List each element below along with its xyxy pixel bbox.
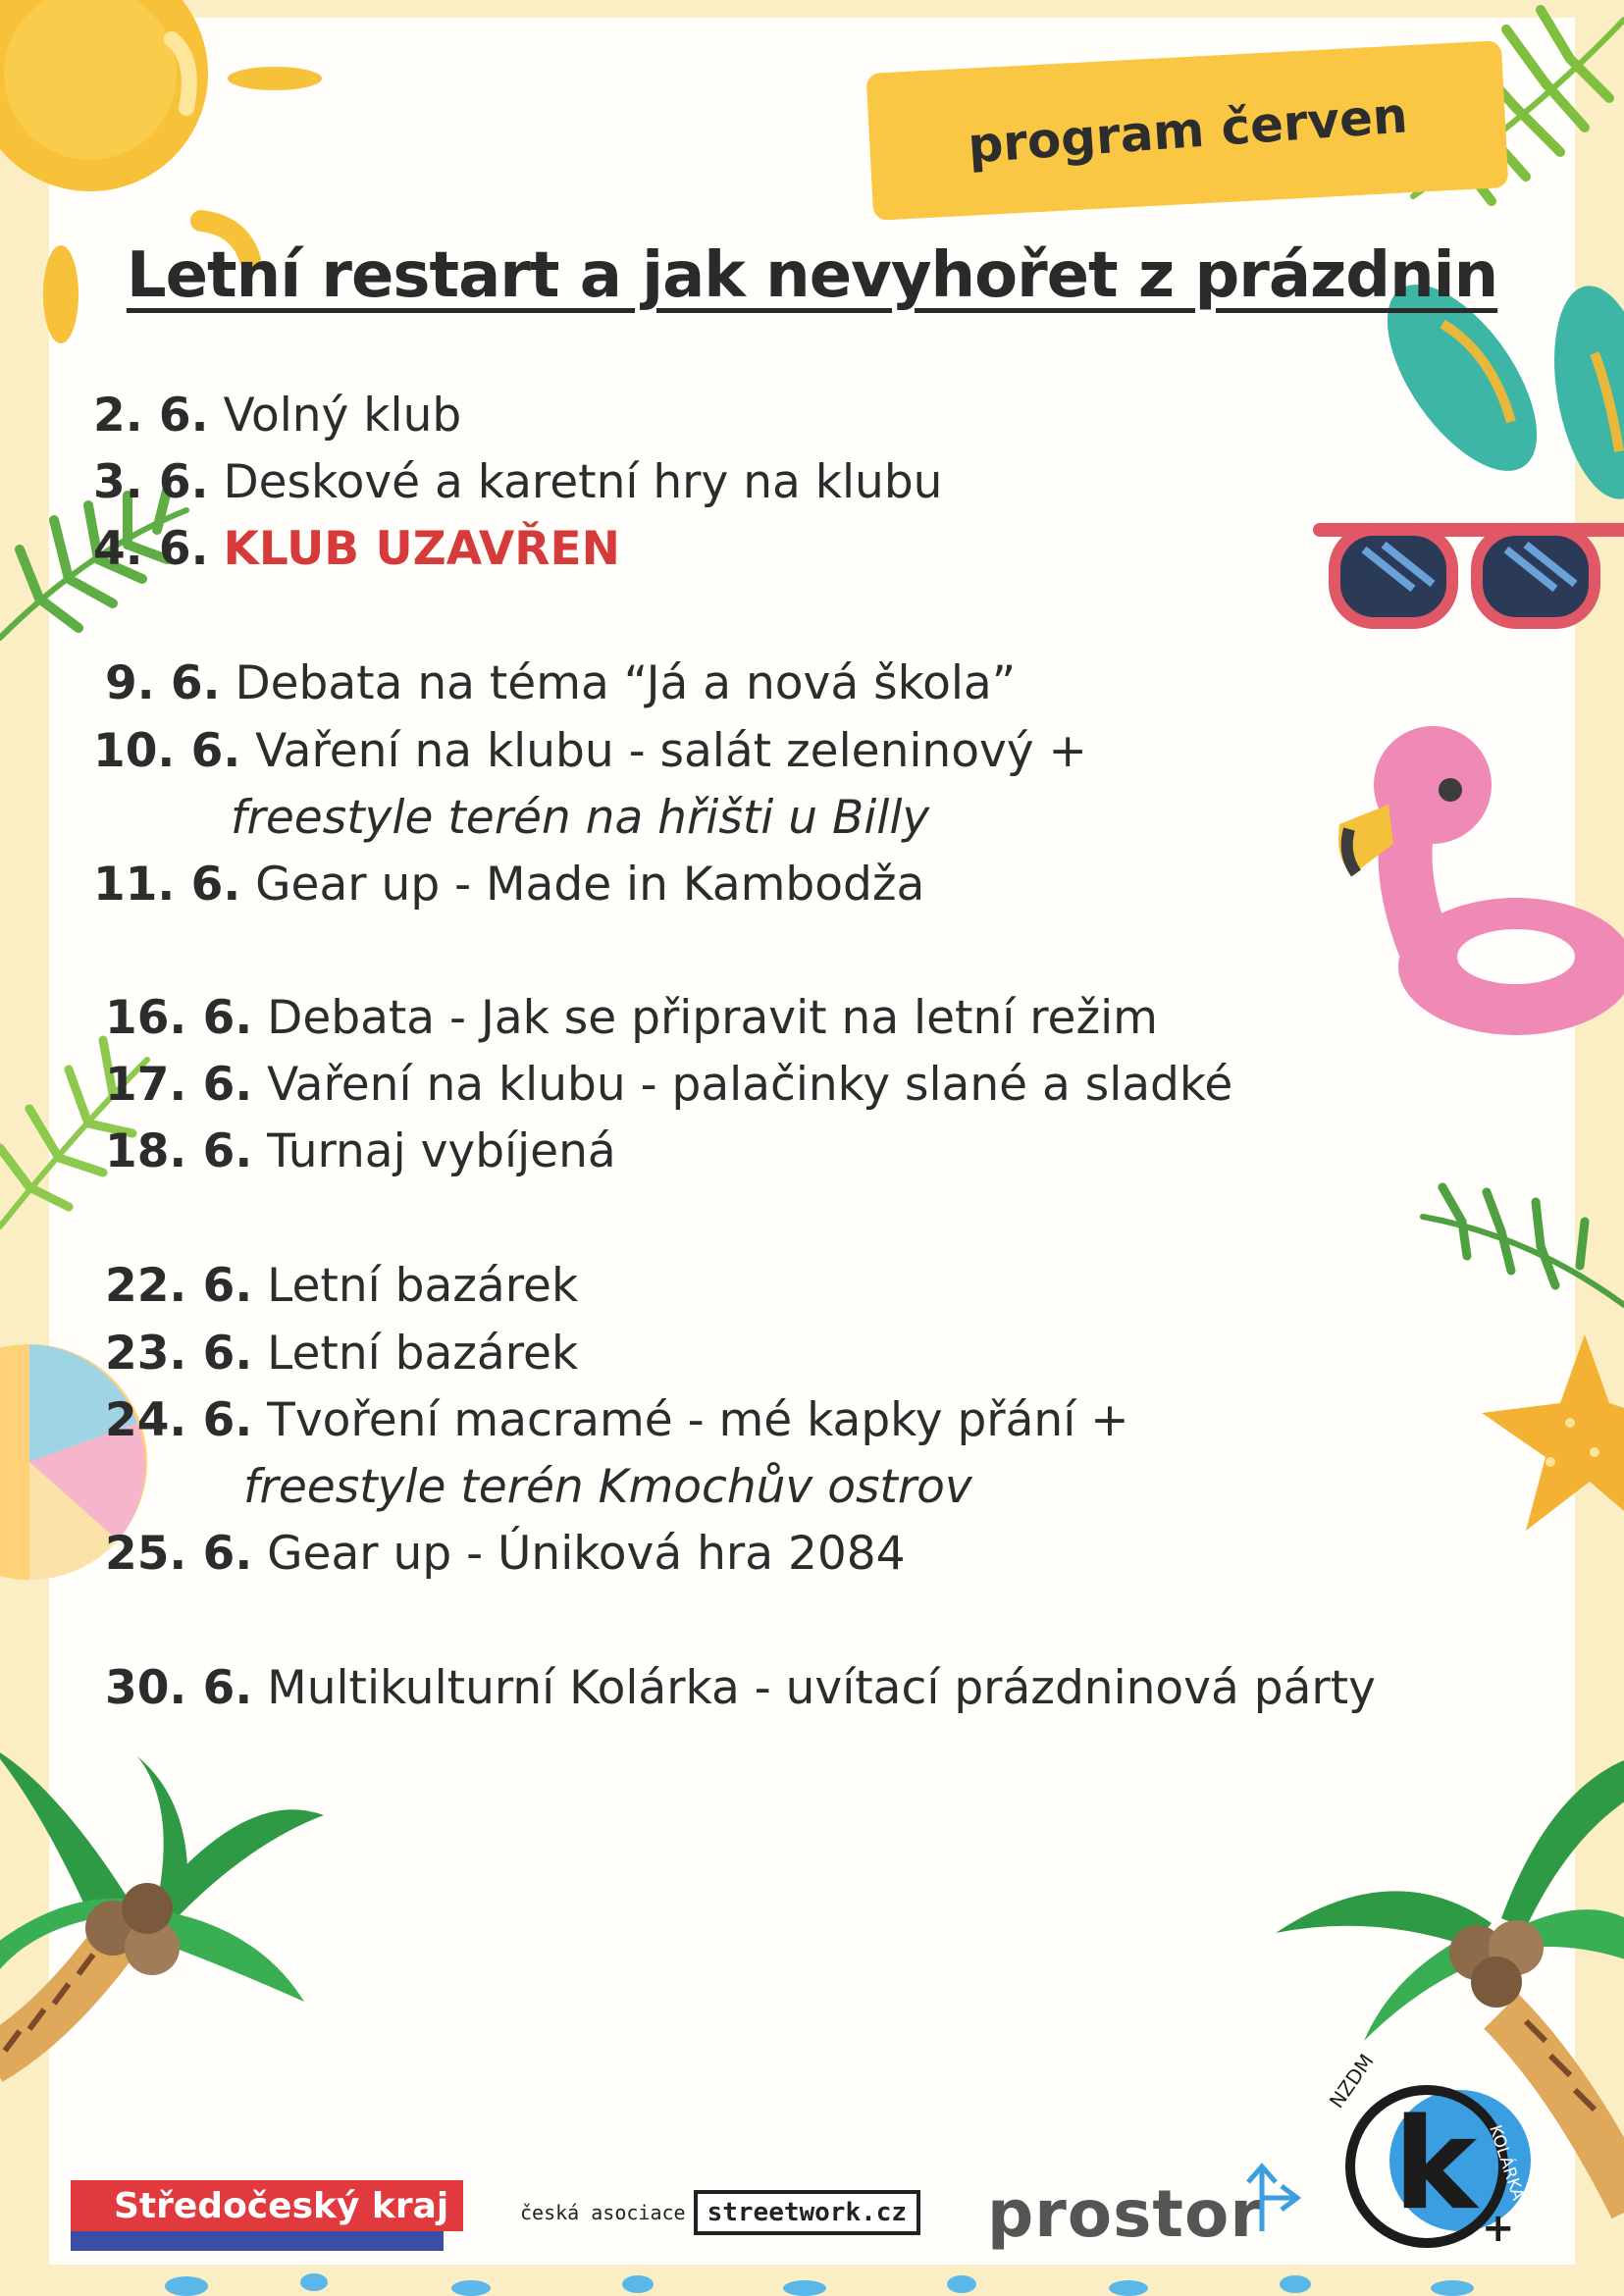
program-entry xyxy=(93,455,943,509)
palm-leaf-icon xyxy=(1423,1187,1624,1305)
flamingo-float-icon xyxy=(1338,726,1624,1035)
program-entry xyxy=(93,858,925,912)
prostor-logo xyxy=(987,2176,1263,2252)
program-entry xyxy=(105,1393,1129,1447)
entry-date: 9. 6. xyxy=(105,656,221,710)
entry-date: 10. 6. xyxy=(93,724,241,778)
water-wave-icon xyxy=(165,2273,1474,2296)
stredocesky-kraj-logo xyxy=(71,2180,463,2251)
program-entry xyxy=(105,991,1158,1045)
stredocesky-kraj-label: Středočeský kraj xyxy=(114,2185,449,2226)
program-badge-label: program červen xyxy=(966,86,1409,175)
entry-text: Volný klub xyxy=(223,389,462,443)
entry-text: Letní bazárek xyxy=(267,1327,579,1381)
program-entry-continuation xyxy=(231,791,930,845)
entry-date: 4. 6. xyxy=(93,522,209,576)
kolarka-top-label: NZDM xyxy=(1324,2049,1379,2113)
entry-date: 25. 6. xyxy=(105,1527,253,1581)
program-entry xyxy=(105,1327,579,1381)
palm-tree-icon xyxy=(0,1747,324,2061)
entry-date: 30. 6. xyxy=(105,1661,253,1715)
entry-date: 18. 6. xyxy=(105,1124,253,1178)
page-title: Letní restart a jak nevyhořet z prázdnin xyxy=(126,239,1498,312)
streetwork-prefix: česká asociace xyxy=(520,2201,686,2224)
entry-text: Deskové a karetní hry na klubu xyxy=(223,455,943,509)
entry-text: Letní bazárek xyxy=(267,1259,579,1313)
stredocesky-kraj-stripe xyxy=(71,2231,444,2251)
entry-text: Turnaj vybíjená xyxy=(267,1124,616,1178)
starfish-icon xyxy=(1482,1334,1624,1531)
stredocesky-kraj-bar xyxy=(71,2180,463,2231)
prostor-label: prostor xyxy=(987,2176,1263,2252)
program-entry xyxy=(93,389,462,443)
program-entry xyxy=(105,1124,616,1178)
entry-text: freestyle terén Kmochův ostrov xyxy=(243,1460,972,1514)
entry-text-closed: KLUB UZAVŘEN xyxy=(223,522,620,576)
entry-text: Vaření na klubu - palačinky slané a sladké xyxy=(267,1058,1233,1112)
entry-text: Vaření na klubu - salát zeleninový + xyxy=(255,724,1087,778)
entry-text: freestyle terén na hřišti u Billy xyxy=(231,791,930,845)
entry-text: Debata - Jak se připravit na letní režim xyxy=(267,991,1158,1045)
kolarka-logo xyxy=(1323,2033,1539,2249)
entry-text: Gear up - Made in Kambodža xyxy=(255,858,925,912)
entry-text: Multikulturní Kolárka - uvítací prázdninová párty xyxy=(267,1661,1376,1715)
entry-text: Tvoření macramé - mé kapky přání + xyxy=(267,1393,1129,1447)
entry-date: 3. 6. xyxy=(93,455,209,509)
program-entry xyxy=(105,656,1017,710)
program-entry xyxy=(105,1661,1376,1715)
kolarka-plus: + xyxy=(1482,2206,1515,2249)
streetwork-logo xyxy=(520,2190,920,2235)
program-entry xyxy=(93,724,1087,778)
entry-date: 16. 6. xyxy=(105,991,253,1045)
entry-text: Debata na téma “Já a nová škola” xyxy=(235,656,1017,710)
entry-date: 17. 6. xyxy=(105,1058,253,1112)
kolarka-letter: k xyxy=(1393,2092,1478,2238)
entry-date: 24. 6. xyxy=(105,1393,253,1447)
program-entry xyxy=(105,1259,579,1313)
streetwork-name: streetwork.cz xyxy=(694,2190,921,2235)
arrows-icon xyxy=(1232,2155,1301,2233)
entry-text: Gear up - Úniková hra 2084 xyxy=(267,1527,906,1581)
program-entry xyxy=(105,1058,1233,1112)
program-entry-continuation xyxy=(243,1460,972,1514)
kolarka-side-label: KOLÁRKA xyxy=(1485,2122,1528,2204)
sunglasses-icon xyxy=(1320,530,1624,623)
entry-date: 23. 6. xyxy=(105,1327,253,1381)
program-entry xyxy=(105,1527,906,1581)
entry-date: 2. 6. xyxy=(93,389,209,443)
program-entry xyxy=(93,522,620,576)
entry-date: 22. 6. xyxy=(105,1259,253,1313)
entry-date: 11. 6. xyxy=(93,858,241,912)
